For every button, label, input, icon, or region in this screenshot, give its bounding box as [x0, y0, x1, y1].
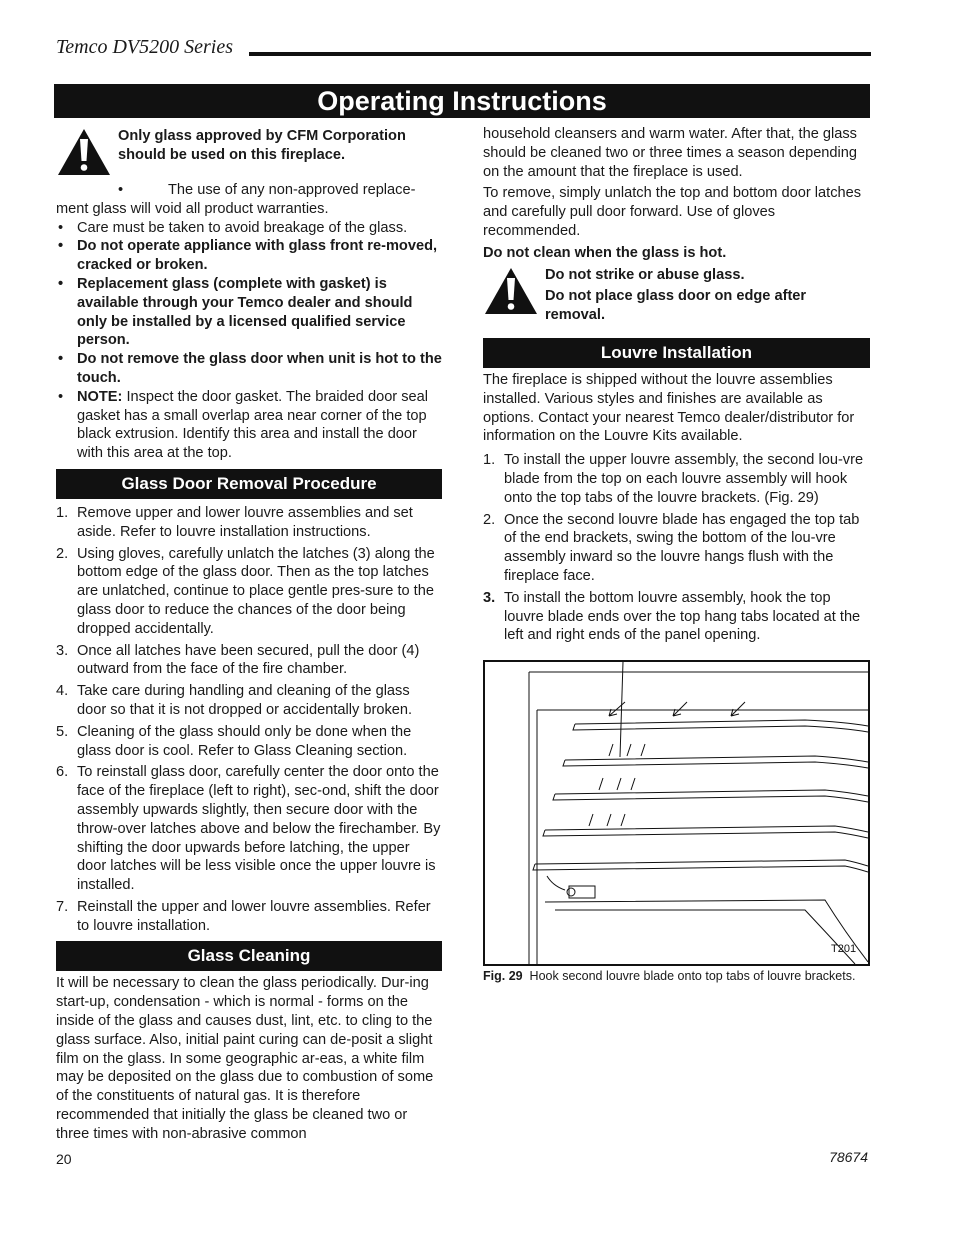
step-item: 3. Once all latches have been secured, pull the door (4) outward from the face of the fire chamber.	[56, 642, 420, 678]
list-item: • Do not remove the glass door when unit is hot to the touch.	[56, 350, 442, 388]
step-item: 6. To reinstall glass door, carefully center the door onto the face of the fireplace (left to right), sec-ond, shift the door assembly upwards slightly, then secure door with the throw-over latches above and below the firechamber. By shifting the door upwards before latching, the upper door latches will be less visible once the upper louvre is installed.	[56, 764, 441, 894]
right-column	[483, 125, 870, 985]
step-item: 4. Take care during handling and cleaning of the glass door so that it is not dropped or accidentally broken.	[56, 683, 413, 718]
louvre-illustration	[485, 662, 868, 964]
louvre-intro: The fireplace is shipped without the louvre assemblies installed. Various styles and finishes are available as options. Contact your nearest Temco dealer/distributor for information on the Louvre Kits available.	[483, 371, 855, 445]
warning-icon	[56, 127, 112, 177]
list-item: • NOTE: Inspect the door gasket. The braided door seal gasket has a small overlap area near corner of the top black extrusion. Identify this area and install the door with this area at the top.	[56, 388, 442, 463]
louvre-steps	[483, 451, 870, 645]
section-heading-removal: Glass Door Removal Procedure	[56, 469, 442, 499]
remove-text: To remove, simply unlatch the top and bottom door latches and carefully pull door forward. Use of gloves recommended.	[483, 185, 862, 239]
louvre-figure	[483, 660, 870, 966]
hot-warning: Do not clean when the glass is hot.	[483, 244, 727, 261]
step-item: 7. Reinstall the upper and lower louvre assemblies. Refer to louvre installation.	[56, 898, 431, 934]
figure-caption: Fig. 29 Hook second louvre blade onto top tabs of louvre brackets.	[483, 969, 856, 984]
cleaning-text: It will be necessary to clean the glass periodically. Dur-ing start-up, condensation - which is normal - forms on the inside of the glass and causes dust, lint, etc. to cling to the glass surface. Also, initial paint curing can de-posit a slight film on the glass. In some geographic ar-eas, a white film may be deposited on the glass due to combustion of some of the constituents of natural gas. It is therefore recommended that initially the glass be cleaned two or three times with non-abrasive common	[56, 975, 434, 1142]
removal-steps	[56, 504, 442, 936]
step-item: 3. To install the bottom louvre assembly, hook the top louvre blade ends over the top hang tabs located at the left and right ends of the panel opening.	[483, 589, 861, 644]
warning-text: Do not strike or abuse glass.	[545, 266, 745, 283]
page-number: 20	[56, 1151, 72, 1167]
glass-bullets	[56, 219, 442, 463]
left-column	[56, 127, 442, 1144]
list-item: • Care must be taken to avoid breakage of the glass.	[56, 219, 442, 238]
step-item: 2. Using gloves, carefully unlatch the latches (3) along the bottom edge of the glass door. Then as the top latches are unlatched, continue to place gentle pres-sure to the glass door to reduce the chances of the door being dropped accidentally.	[56, 545, 435, 637]
step-item: 5. Cleaning of the glass should only be done when the glass door is cool. Refer to Glass Cleaning section.	[56, 723, 412, 759]
warning-icon	[483, 266, 539, 316]
list-item: • Do not operate appliance with glass front re-moved, cracked or broken.	[56, 237, 442, 275]
section-heading-louvre: Louvre Installation	[483, 338, 870, 368]
warning-text: Only glass approved by CFM Corporation should be used on this fireplace.	[118, 128, 406, 163]
header-rule	[249, 52, 871, 56]
first-bullet: • The use of any non-approved replace-ment glass will void all product warranties.	[56, 182, 416, 217]
warning-text: Do not place glass door on edge after removal.	[545, 288, 807, 324]
series-title: Temco DV5200 Series	[56, 36, 234, 58]
page-title: Operating Instructions	[54, 84, 870, 118]
step-item: 1. Remove upper and lower louvre assemblies and set aside. Refer to louvre installation instructions.	[56, 504, 413, 540]
section-heading-cleaning: Glass Cleaning	[56, 941, 442, 971]
list-item: • Replacement glass (complete with gasket) is available through your Temco dealer and should only be installed by a licensed qualified service person.	[56, 275, 442, 350]
glass-warning	[56, 127, 442, 177]
step-item: 2. Once the second louvre blade has engaged the top tab of the end brackets, swing the bottom of the lou-vre assembly inward so the louvre hangs flush with the fireplace face.	[483, 511, 860, 584]
cleaning-continued: household cleansers and warm water. After that, the glass should be cleaned two or three times a season depending on the amount that the fireplace is used.	[483, 126, 858, 180]
figure-code: T201	[831, 943, 857, 956]
step-item: 1. To install the upper louvre assembly, the second lou-vre blade from the top on each louvre assembly will hook onto the top tabs of the louvre brackets. (Fig. 29)	[483, 452, 864, 506]
glass-handling-warning	[483, 266, 870, 325]
document-number: 78674	[829, 1149, 868, 1165]
